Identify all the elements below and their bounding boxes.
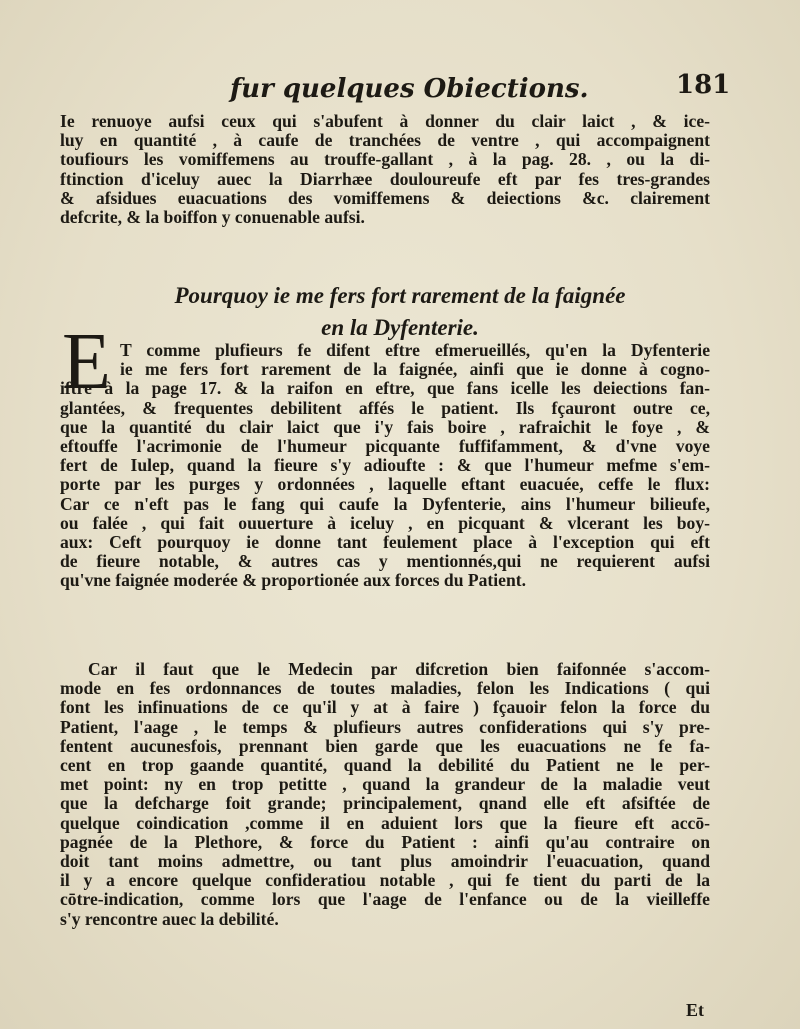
drop-cap: E [62,318,111,406]
page-number: 181 [676,70,731,100]
text-line: que la quantité du clair laict que i'y fais boire , rafraichit le foye , & [60,416,710,437]
text-line: qu'vne faignée moderée & proportionée aux forces du Patient. [60,570,527,591]
section-heading [0,283,800,343]
text-line: ou falée , qui fait ouuerture à iceluy , en picquant & vlcerant les boy- [60,512,710,533]
text-line: Car ce n'eft pas le fang qui caufe la Dyfenterie, ains l'humeur bilieufe, [60,493,710,514]
text-line: porte par les purges y ordonnées , laquelle eftant euacuée, ceffe le flux: [60,474,710,495]
text-line: pagnée de la Plethore, & force du Patient : ainfi qu'au contraire on [60,831,710,852]
text-line: fentent aucunesfois, prennant bien garde que les euacuations ne fe fa- [60,735,710,756]
text-line: luy en quantité , à caufe de tranchées de ventre , qui accompaignent [60,130,710,151]
section-heading-line-1: Pourquoy ie me fers fort rarement de la faignée [174,283,626,308]
paragraph-1 [60,112,710,227]
text-line: met point: ny en trop petitte , quand la grandeur de la maladie veut [60,774,710,795]
text-line: T comme plufieurs fe difent eftre efmerueillés, qu'en la Dyfenterie [120,340,710,360]
text-line: toufiours les vomiffemens au trouffe-gallant , à la pag. 28. , ou la di- [60,149,710,170]
text-line: de fieure notable, & autres cas y mentionnés,qui ne requierent aufsi [60,551,710,572]
text-line: aux: Ceft pourquoy ie donne tant feulement place à l'exception qui eft [60,532,710,553]
text-line: defcrite, & la boiffon y conuenable aufsi. [60,207,365,228]
text-line: que la defcharge foit grande; principalement, qnand elle eft afsiftée de [60,793,710,814]
text-line: il y a encore quelque confideratiou notable , qui fe tient du parti de la [60,870,710,891]
running-title: fur quelques Obiections. [230,74,589,104]
text-line: doit tant moins admettre, ou tant plus amoindrir l'euacuation, quand [60,851,710,872]
section-heading-line-2: en la Dyfenterie. [321,315,479,340]
paragraph-2 [60,341,710,591]
text-line: iftre à la page 17. & la raifon en eftre, que fans icelle les deiections fan- [60,378,710,399]
text-line: ftinction d'iceluy auec la Diarrhæe douloureufe eft par fes tres-grandes [60,168,710,189]
text-line: cōtre-indication, comme lors que l'aage de l'enfance ou de la vieilleffe [60,889,710,910]
text-line: fert de Iulep, quand la fieure s'y adioufte : & que l'humeur mefme s'em- [60,455,710,476]
catchword: Et [686,1000,704,1020]
text-line: Patient, l'aage , le temps & plufieurs autres confiderations qui s'y pre- [60,716,710,737]
text-line: Car il faut que le Medecin par difcretion bien faifonnée s'accom- [88,659,710,679]
text-line: cent en trop gaande quantité, quand la debilité du Patient ne le per- [60,755,710,776]
text-line: mode en fes ordonnances de toutes maladies, felon les Indications ( qui [60,678,710,699]
text-line: s'y rencontre auec la debilité. [60,908,279,929]
text-line: font les infinuations de ce qu'il y at à faire ) fçauoir felon la force du [60,697,710,718]
paragraph-3 [60,660,710,929]
text-line: eftouffe l'acrimonie de l'humeur picquante fuffifamment, & d'vne voye [60,436,710,457]
text-line: ie me fers fort rarement de la faignée, ainfi que ie donne à cogno- [120,359,710,380]
text-line: & afsidues euacuations des vomiffemens & deiections &c. clairement [60,187,710,208]
text-line: quelque coindication ,comme il en aduient lors que la fieure eft accō- [60,812,710,833]
text-line: glantées, & frequentes debilitent affés le patient. Ils fçauront outre ce, [60,397,710,418]
text-line: Ie renuoye aufsi ceux qui s'abufent à donner du clair laict , & ice- [60,111,710,131]
page-header [0,70,800,110]
